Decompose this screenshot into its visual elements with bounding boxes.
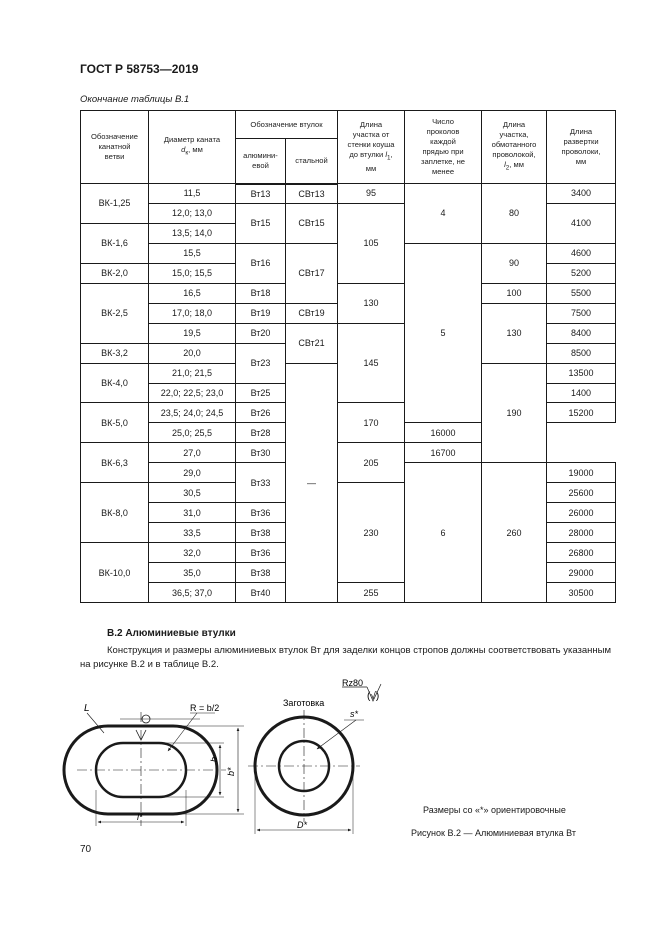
cell-alu: Вт23	[236, 343, 286, 383]
label-rz-symbol: (√)	[367, 691, 380, 702]
figure-note: Размеры со «*» ориентировочные	[423, 805, 566, 815]
cell-branch: ВК-6,3	[81, 443, 149, 483]
cell-diameter: 25,0; 25,5	[149, 423, 236, 443]
cell-wire: 26000	[547, 503, 616, 523]
figure-caption: Рисунок В.2 — Алюминиевая втулка Вт	[411, 828, 576, 838]
cell-l2: 260	[482, 463, 547, 603]
cell-punctures: 6	[405, 463, 482, 603]
cell-wire: 4600	[547, 243, 616, 263]
cell-wire: 13500	[547, 363, 616, 383]
cell-diameter: 32,0	[149, 543, 236, 563]
header-bushing: Обозначение втулок	[236, 111, 338, 139]
label-b: b	[209, 756, 219, 762]
cell-wire: 5500	[547, 283, 616, 303]
cell-branch: ВК-3,2	[81, 343, 149, 363]
cell-l1: 170	[338, 403, 405, 443]
cell-alu: Вт38	[236, 563, 286, 583]
cell-wire: 5200	[547, 263, 616, 283]
cell-branch: ВК-2,5	[81, 283, 149, 343]
label-s: s*	[350, 709, 359, 719]
cell-wire: 8400	[547, 323, 616, 343]
header-punctures: Число проколов каждой прядью при заплетке, не менее	[405, 111, 482, 184]
header-steel: стальной	[286, 139, 338, 184]
cell-wire: 16700	[405, 443, 482, 463]
cell-l1: 105	[338, 203, 405, 283]
cell-branch: ВК-1,25	[81, 184, 149, 224]
cell-l1: 130	[338, 283, 405, 323]
cell-diameter: 35,0	[149, 563, 236, 583]
cell-alu: Вт15	[236, 203, 286, 243]
header-diameter: Диаметр каната $d_к$, мм	[149, 111, 236, 184]
cell-l2: 100	[482, 283, 547, 303]
cell-alu: Вт26	[236, 403, 286, 423]
cell-l2: 90	[482, 243, 547, 283]
cell-branch: ВК-8,0	[81, 483, 149, 543]
cell-alu: Вт40	[236, 583, 286, 603]
cell-wire: 16000	[405, 423, 482, 443]
cell-alu: Вт28	[236, 423, 286, 443]
cell-steel: СВт15	[286, 203, 338, 243]
cell-l2: 130	[482, 303, 547, 363]
label-D: D*	[297, 820, 308, 830]
cell-alu: Вт30	[236, 443, 286, 463]
cell-punctures: 5	[405, 243, 482, 423]
cell-punctures: 4	[405, 184, 482, 244]
cell-diameter: 31,0	[149, 503, 236, 523]
cell-wire: 15200	[547, 403, 616, 423]
cell-wire: 29000	[547, 563, 616, 583]
cell-diameter: 17,0; 18,0	[149, 303, 236, 323]
cell-diameter: 21,0; 21,5	[149, 363, 236, 383]
cell-steel: СВт17	[286, 243, 338, 303]
header-length: Длина участка от стенки коуша до втулки $l_1$, мм	[338, 111, 405, 184]
cell-diameter: 15,0; 15,5	[149, 263, 236, 283]
cell-alu: Вт36	[236, 503, 286, 523]
cell-wire: 25600	[547, 483, 616, 503]
cell-alu: Вт33	[236, 463, 286, 503]
cell-alu: Вт20	[236, 323, 286, 343]
cell-diameter: 15,5	[149, 243, 236, 263]
cell-diameter: 20,0	[149, 343, 236, 363]
cell-diameter: 12,0; 13,0	[149, 203, 236, 223]
cell-diameter: 36,5; 37,0	[149, 583, 236, 603]
cell-branch: ВК-5,0	[81, 403, 149, 443]
cell-wire: 8500	[547, 343, 616, 363]
cell-steel: СВт19	[286, 303, 338, 323]
cell-diameter: 11,5	[149, 184, 236, 204]
cell-l2: 190	[482, 363, 547, 463]
cell-steel: СВт21	[286, 323, 338, 363]
header-wrapped: Длина участка, обмотанного проволокой, $l_2$, мм	[482, 111, 547, 184]
cell-alu: Вт25	[236, 383, 286, 403]
header-wire: Длина развертки проволоки, мм	[547, 111, 616, 184]
cell-branch: ВК-2,0	[81, 263, 149, 283]
cell-branch: ВК-4,0	[81, 363, 149, 403]
cell-diameter: 33,5	[149, 523, 236, 543]
cell-branch: ВК-1,6	[81, 223, 149, 263]
section-title: В.2 Алюминиевые втулки	[107, 628, 236, 639]
cell-diameter: 29,0	[149, 463, 236, 483]
cell-diameter: 27,0	[149, 443, 236, 463]
cell-l1: 95	[338, 184, 405, 204]
cell-wire: 4100	[547, 203, 616, 243]
cell-diameter: 23,5; 24,0; 24,5	[149, 403, 236, 423]
cell-l1: 205	[338, 443, 405, 483]
cell-steel: СВт13	[286, 184, 338, 204]
cell-l1: 230	[338, 483, 405, 583]
label-bstar: b*	[226, 767, 236, 776]
label-lstar: l*	[137, 812, 143, 822]
label-R: R = b/2	[190, 703, 220, 713]
cell-wire: 7500	[547, 303, 616, 323]
cell-alu: Вт13	[236, 184, 286, 204]
cell-diameter: 19,5	[149, 323, 236, 343]
cell-alu: Вт38	[236, 523, 286, 543]
cell-alu: Вт18	[236, 283, 286, 303]
header-branch: Обозначение канатной ветви	[81, 111, 149, 184]
cell-alu: Вт36	[236, 543, 286, 563]
cell-diameter: 30,5	[149, 483, 236, 503]
cell-wire: 3400	[547, 184, 616, 204]
cell-alu: Вт16	[236, 243, 286, 283]
cell-wire: 26800	[547, 543, 616, 563]
label-L: L	[84, 703, 90, 714]
cell-diameter: 16,5	[149, 283, 236, 303]
cell-alu: Вт19	[236, 303, 286, 323]
bushing-front-view	[64, 712, 244, 826]
label-rz: Rz80	[342, 678, 364, 688]
table-caption: Окончание таблицы В.1	[80, 94, 190, 105]
label-blank: Заготовка	[283, 698, 325, 708]
cell-wire: 1400	[547, 383, 616, 403]
cell-diameter: 13,5; 14,0	[149, 223, 236, 243]
cell-l1: 145	[338, 323, 405, 403]
cell-l2: 80	[482, 184, 547, 244]
cell-wire: 28000	[547, 523, 616, 543]
cell-wire: 30500	[547, 583, 616, 603]
cell-wire: 19000	[547, 463, 616, 483]
cell-steel: —	[286, 363, 338, 602]
cell-l1: 255	[338, 583, 405, 603]
cell-diameter: 22,0; 22,5; 23,0	[149, 383, 236, 403]
page-number: 70	[80, 844, 92, 855]
header-aluminum: алюмини- евой	[236, 139, 286, 184]
section-paragraph: Конструкция и размеры алюминиевых втулок Вт для заделки концов стропов должны соответствовать указанным на рисунке В.2 и в таблице В.2.	[80, 645, 612, 670]
cell-branch: ВК-10,0	[81, 543, 149, 603]
document-header: ГОСТ Р 58753—2019	[80, 62, 199, 76]
